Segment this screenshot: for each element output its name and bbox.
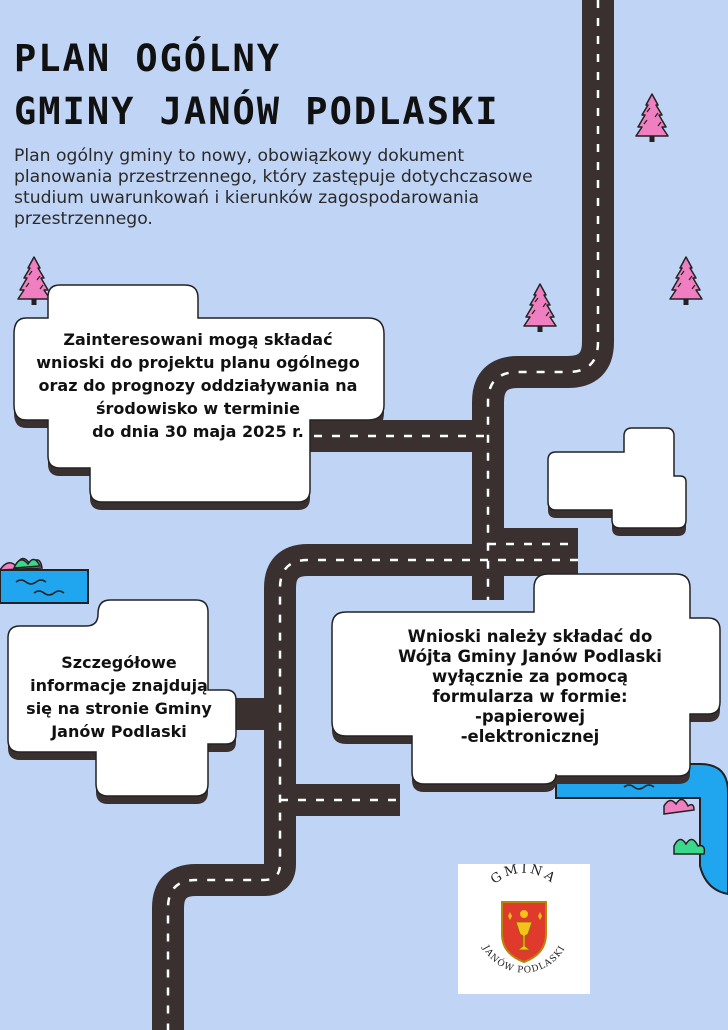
- river-left-icon: [0, 558, 88, 603]
- tree-icon: [670, 257, 702, 305]
- deadline-line: środowisko w terminie: [95, 399, 301, 418]
- info-text: [6, 651, 232, 743]
- intro-paragraph: Plan ogólny gminy to nowy, obowiązkowy dokument planowania przestrzennego, który zastępuje dotychczasowe studium uwarunkowań i kierunków zagospodarowania przestrzennego.: [14, 146, 533, 229]
- submit-line: -papierowej: [474, 707, 585, 726]
- tree-icon: [636, 94, 668, 142]
- logo-bottom-text: JANÓW PODLASKI: [480, 943, 568, 976]
- page-title: [14, 32, 500, 138]
- submit-line: formularza w formie:: [432, 687, 628, 706]
- deadline-line: Zainteresowani mogą składać: [63, 330, 333, 349]
- tree-icon: [524, 284, 556, 332]
- tree-icon: [18, 257, 50, 305]
- gmina-logo: [458, 864, 590, 994]
- deadline-line: oraz do prognozy oddziaływania na: [38, 376, 358, 395]
- title-line-1: PLAN OGÓLNY: [14, 37, 282, 80]
- submit-line: Wnioski należy składać do: [407, 627, 653, 646]
- svg-text:GMINA: [488, 864, 560, 888]
- submit-line: Wójta Gminy Janów Podlaski: [398, 647, 662, 666]
- submit-line: wyłącznie za pomocą: [431, 667, 629, 686]
- info-line: informacje znajdują: [30, 676, 208, 695]
- info-line: Janów Podlaski: [51, 722, 187, 741]
- info-line: Szczegółowe: [61, 653, 177, 672]
- info-line: się na stronie Gminy: [26, 699, 212, 718]
- cloud-decoration: [548, 428, 686, 536]
- submit-line: -elektronicznej: [460, 727, 600, 746]
- deadline-line: do dnia 30 maja 2025 r.: [92, 422, 304, 441]
- deadline-line: wnioski do projektu planu ogólnego: [36, 353, 360, 372]
- coat-of-arms-icon: [458, 864, 590, 994]
- deadline-text: [16, 328, 380, 443]
- logo-top-text: GMINA: [488, 864, 560, 888]
- submit-text: [360, 627, 700, 747]
- title-line-2: GMINY JANÓW PODLASKI: [14, 90, 500, 133]
